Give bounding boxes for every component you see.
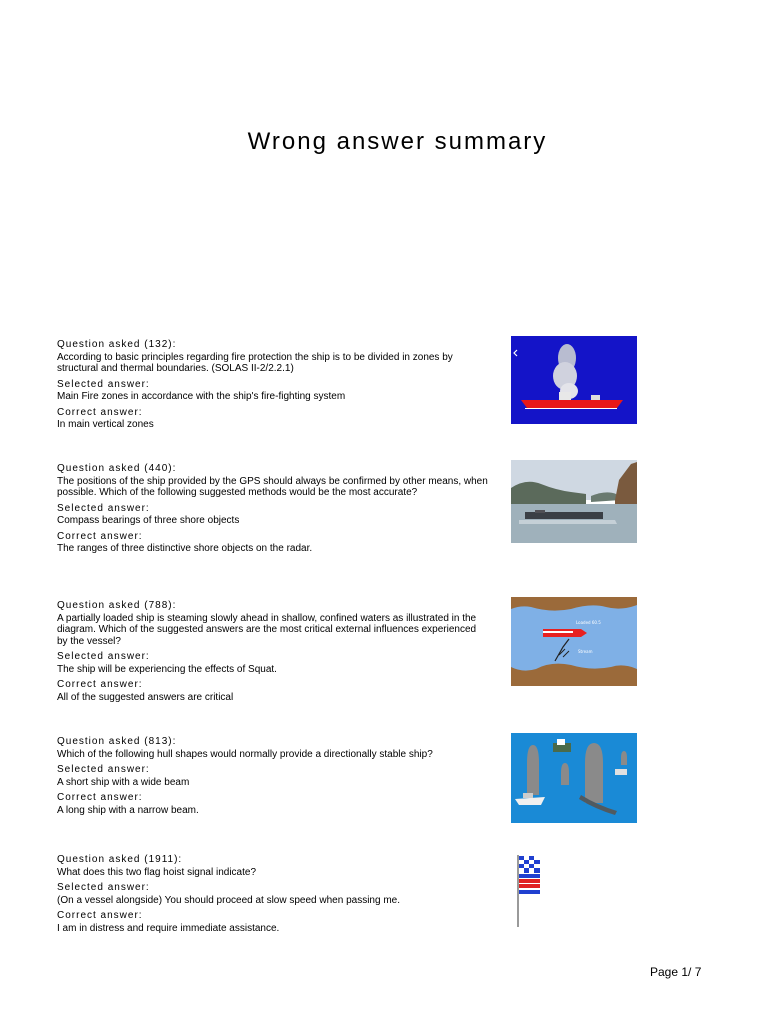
squat-diagram bbox=[511, 597, 637, 686]
selected-answer-text: The ship will be experiencing the effects of Squat. bbox=[57, 663, 277, 675]
correct-answer-text: The ranges of three distinctive shore objects on the radar. bbox=[57, 543, 313, 554]
signal-flags-image bbox=[514, 853, 544, 929]
correct-answer-text: In main vertical zones bbox=[57, 419, 154, 430]
selected-answer-label: Selected answer: bbox=[57, 502, 150, 514]
correct-answer-label: Correct answer: bbox=[57, 406, 143, 418]
checkered-flag-icon bbox=[519, 856, 540, 873]
correct-answer-text: I am in distress and require immediate assistance. bbox=[57, 922, 280, 934]
question-text: Which of the following hull shapes would normally provide a directionally stable ship? bbox=[57, 748, 433, 760]
correct-answer-text: All of the suggested answers are critical bbox=[57, 691, 234, 703]
correct-answer-label: Correct answer: bbox=[57, 792, 143, 803]
question-block-132 bbox=[57, 339, 489, 435]
question-asked-label: Question asked (1911): bbox=[57, 854, 183, 865]
question-block-788 bbox=[57, 600, 489, 707]
question-asked-label: Question asked (132): bbox=[57, 339, 177, 350]
selected-answer-label: Selected answer: bbox=[57, 651, 150, 662]
selected-answer-text: Main Fire zones in accordance with the ship's fire-fighting system bbox=[57, 391, 346, 402]
question-block-1911 bbox=[57, 854, 489, 938]
question-block-813 bbox=[57, 736, 489, 820]
correct-answer-label: Correct answer: bbox=[57, 530, 143, 542]
diagram-loaded-label: Loaded 60.5 bbox=[576, 620, 601, 625]
question-asked-label: Question asked (440): bbox=[57, 463, 177, 474]
ship-river-photo bbox=[511, 460, 637, 543]
selected-answer-text: (On a vessel alongside) You should proceed at slow speed when passing me. bbox=[57, 894, 400, 906]
question-text: According to basic principles regarding fire protection the ship is to be divided in zones by structural and thermal boundaries. (SOLAS II-2/2.2.1) bbox=[57, 351, 453, 374]
question-text: A partially loaded ship is steaming slowly ahead in shallow, confined waters as illustrated in the diagram. Which of the suggested answers are the most critical external influences experienced by the vessel? bbox=[57, 612, 477, 647]
striped-flag-icon bbox=[519, 874, 540, 894]
question-asked-label: Question asked (813): bbox=[57, 736, 177, 747]
question-text: The positions of the ship provided by the GPS should always be confirmed by other means, when possible. Which of the following suggested methods would be the most accurate? bbox=[57, 475, 488, 498]
diagram-stream-label: Stream bbox=[578, 649, 593, 654]
ship-fire-image bbox=[511, 336, 637, 424]
page-number: Page 1/ 7 bbox=[650, 965, 702, 979]
question-block-440 bbox=[57, 463, 489, 559]
correct-answer-label: Correct answer: bbox=[57, 910, 143, 921]
question-text: What does this two flag hoist signal indicate? bbox=[57, 866, 256, 878]
selected-answer-label: Selected answer: bbox=[57, 882, 150, 893]
correct-answer-text: A long ship with a narrow beam. bbox=[57, 804, 199, 816]
hull-shapes-diagram bbox=[511, 733, 637, 823]
selected-answer-text: A short ship with a wide beam bbox=[57, 776, 190, 788]
selected-answer-text: Compass bearings of three shore objects bbox=[57, 515, 240, 526]
selected-answer-label: Selected answer: bbox=[57, 764, 150, 775]
document-title: Wrong answer summary bbox=[247, 128, 548, 155]
selected-answer-label: Selected answer: bbox=[57, 378, 150, 390]
question-asked-label: Question asked (788): bbox=[57, 600, 177, 611]
correct-answer-label: Correct answer: bbox=[57, 679, 143, 690]
